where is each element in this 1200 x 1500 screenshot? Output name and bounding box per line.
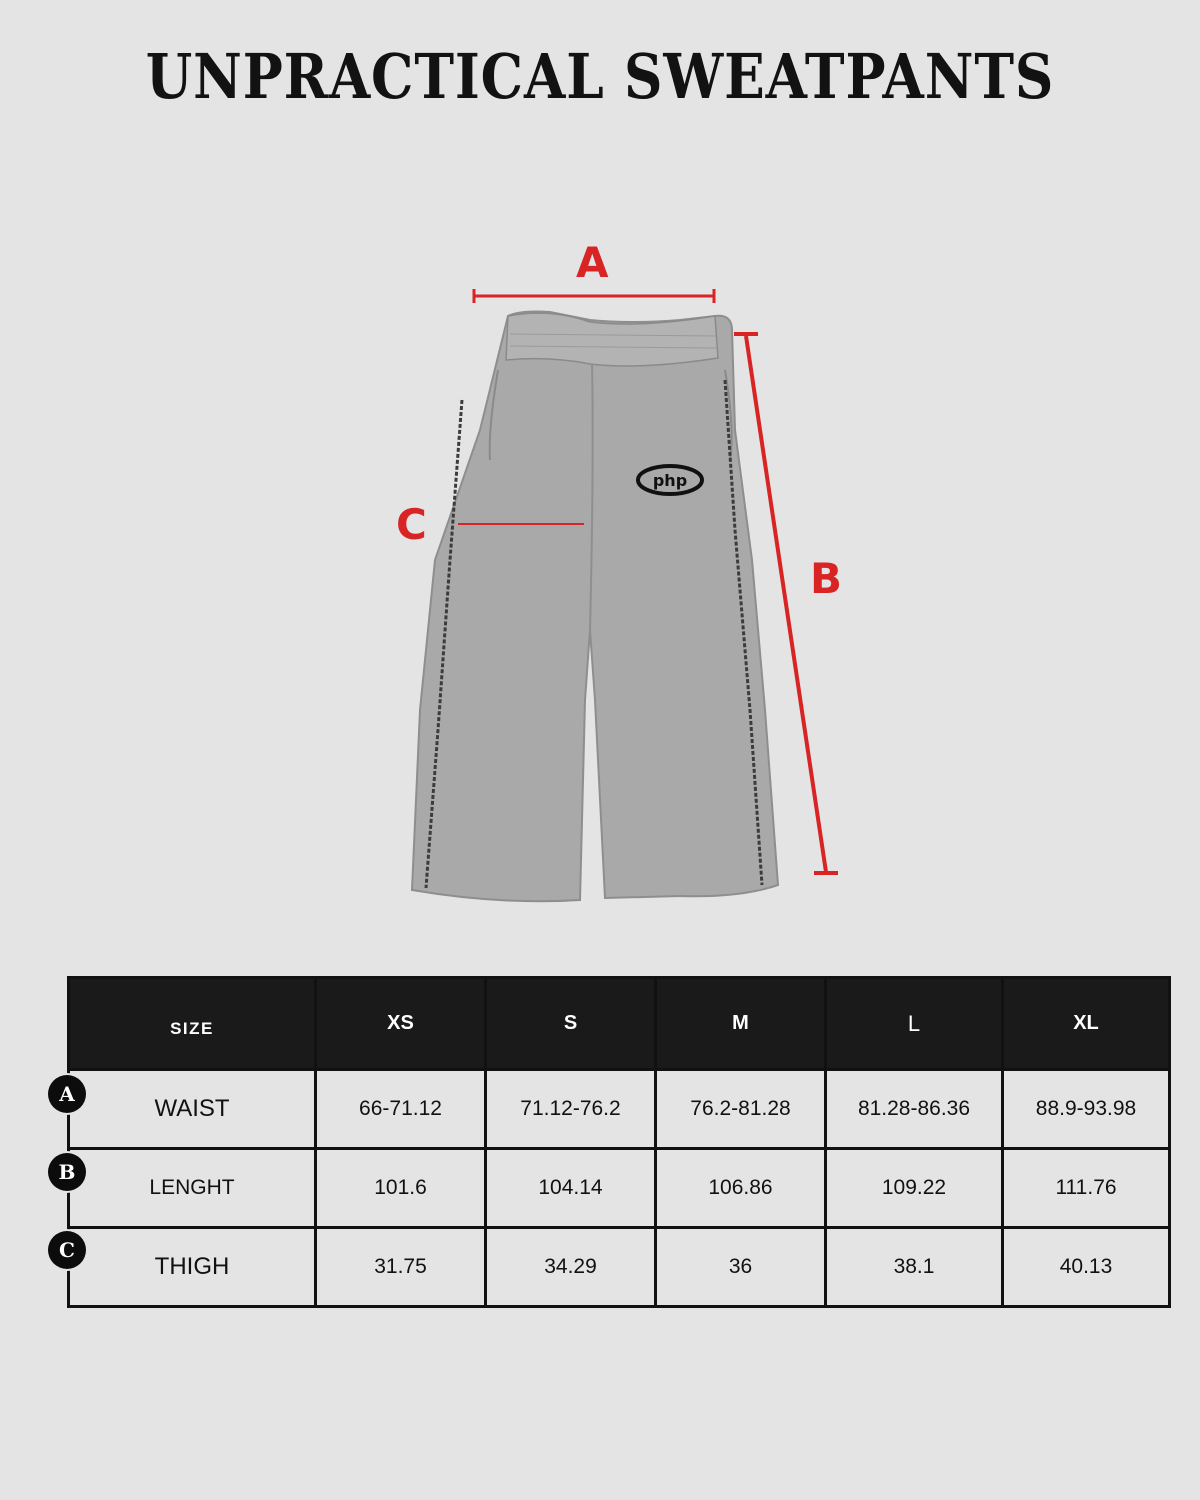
label-c: C <box>396 500 427 549</box>
badge-b-icon: B <box>48 1153 86 1191</box>
page-title: UNPRACTICAL SWEATPANTS <box>145 40 1055 113</box>
table-cell: 111.76 <box>1003 1149 1170 1228</box>
table-row-waist <box>69 1070 1170 1149</box>
header-size: SIZE <box>69 978 316 1070</box>
badge-c-icon: C <box>48 1231 86 1269</box>
badge-a-icon: A <box>48 1075 86 1113</box>
table-cell: 31.75 <box>316 1228 486 1307</box>
table-cell: 106.86 <box>656 1149 826 1228</box>
table-row-length <box>69 1149 1170 1228</box>
table-cell: 40.13 <box>1003 1228 1170 1307</box>
table-cell: 109.22 <box>826 1149 1003 1228</box>
label-a: A <box>576 238 609 287</box>
sweatpants-shape <box>412 312 778 902</box>
header-m: M <box>656 978 826 1070</box>
size-chart-table <box>67 976 1171 1308</box>
table-cell: 71.12-76.2 <box>486 1070 656 1149</box>
table-row-thigh <box>69 1228 1170 1307</box>
table-cell: 88.9-93.98 <box>1003 1070 1170 1149</box>
table-cell: 101.6 <box>316 1149 486 1228</box>
table-header-row <box>69 978 1170 1070</box>
header-xs: XS <box>316 978 486 1070</box>
header-xl: XL <box>1003 978 1170 1070</box>
table-cell: 76.2-81.28 <box>656 1070 826 1149</box>
header-l: L <box>826 978 1003 1070</box>
table-cell: 38.1 <box>826 1228 1003 1307</box>
table-cell: 66-71.12 <box>316 1070 486 1149</box>
sweatpants-diagram <box>380 230 860 930</box>
header-s: S <box>486 978 656 1070</box>
row-label-thigh: THIGH <box>69 1228 316 1307</box>
table-cell: 34.29 <box>486 1228 656 1307</box>
row-label-length: LENGHT <box>69 1149 316 1228</box>
sweatpants-illustration <box>380 230 860 930</box>
logo-text: php <box>652 471 688 490</box>
label-b: B <box>810 554 843 603</box>
table-cell: 104.14 <box>486 1149 656 1228</box>
table-cell: 81.28-86.36 <box>826 1070 1003 1149</box>
table-cell: 36 <box>656 1228 826 1307</box>
row-label-waist: WAIST <box>69 1070 316 1149</box>
